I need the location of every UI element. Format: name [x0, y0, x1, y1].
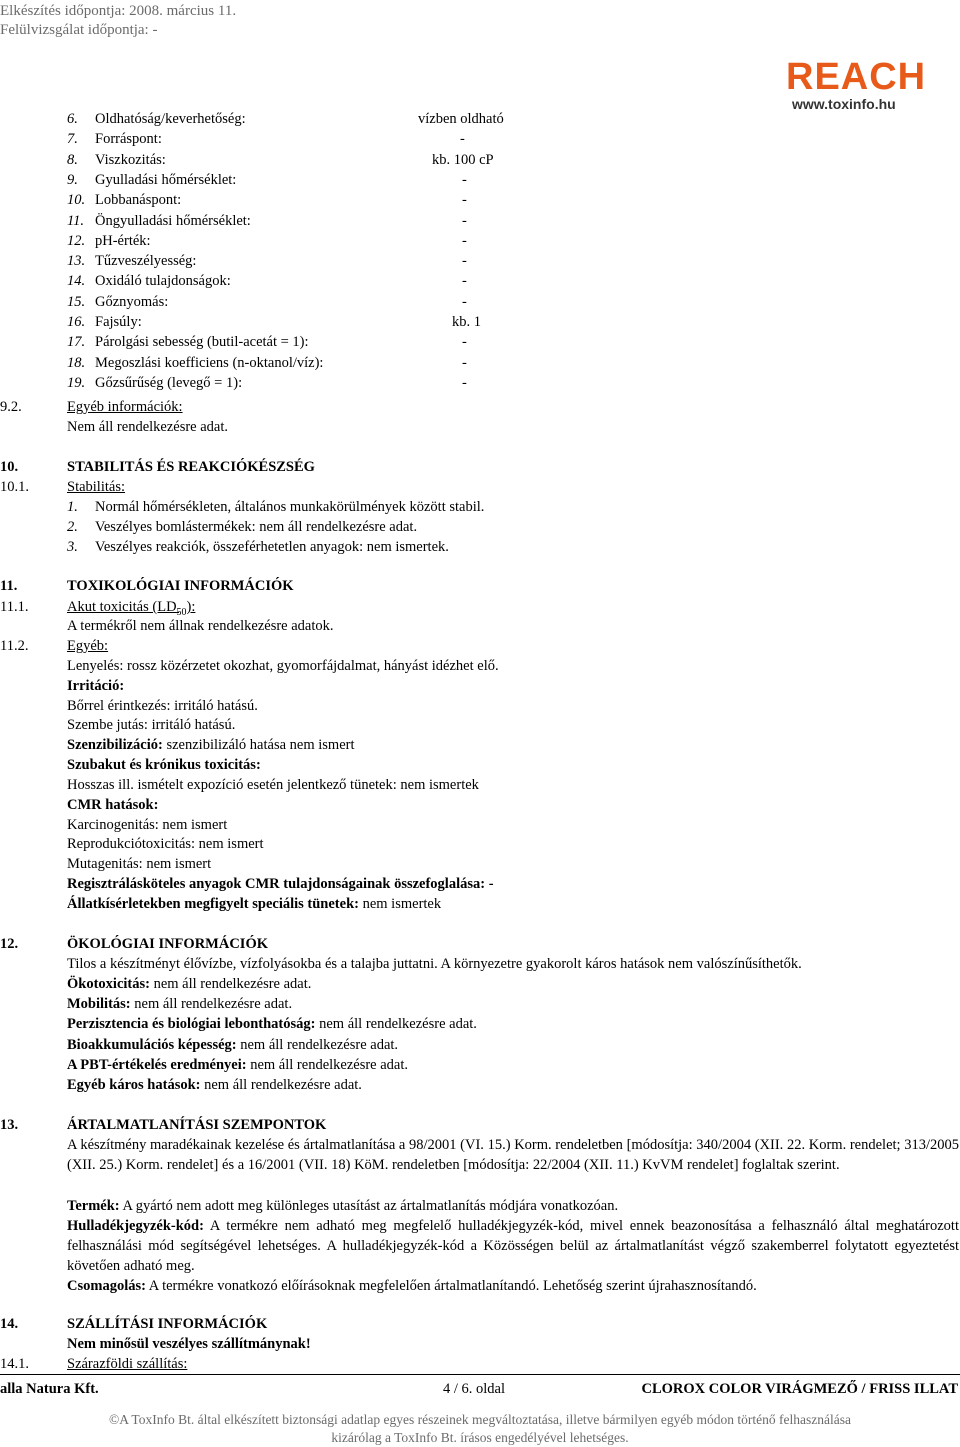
property-number: 8.	[67, 151, 78, 168]
footer-divider	[0, 1374, 960, 1375]
section-title: STABILITÁS ÉS REAKCIÓKÉSZSÉG	[67, 459, 315, 475]
footer-copyright: ©A ToxInfo Bt. által elkészített biztonsági adatlap egyes részeinek megváltoztatása, illetve bármilyen egyéb módon történő felhasználása	[109, 1412, 851, 1427]
property-value: -	[462, 232, 467, 249]
property-value: -	[460, 131, 465, 148]
subsection-title: Szárazföldi szállítás:	[67, 1356, 188, 1372]
property-number: 9.	[67, 171, 78, 188]
paragraph: Szenzibilizáció: szenzibilizáló hatása nem ismert	[67, 737, 355, 753]
ecology-row: Bioakkumulációs képesség: nem áll rendelkezésre adat.	[67, 1036, 399, 1053]
section-number: 11.	[0, 578, 18, 594]
section-title: TOXIKOLÓGIAI INFORMÁCIÓK	[67, 578, 294, 594]
section-number: 10.	[0, 459, 19, 475]
paragraph: Reprodukciótoxicitás: nem ismert	[67, 836, 264, 852]
paragraph: Állatkísérletekben megfigyelt speciális tünetek: nem ismertek	[67, 896, 442, 912]
section-title: SZÁLLÍTÁSI INFORMÁCIÓK	[67, 1316, 268, 1332]
section-title: ÖKOLÓGIAI INFORMÁCIÓK	[67, 936, 268, 952]
ecology-row: Ökotoxicitás: nem áll rendelkezésre adat.	[67, 976, 312, 992]
footer-page-number: 4 / 6. oldal	[443, 1381, 506, 1397]
property-value: vízben oldható	[418, 111, 504, 127]
paragraph: A termékről nem állnak rendelkezésre adatok.	[67, 618, 334, 634]
paragraph: Tilos a készítményt élővízbe, vízfolyásokba és a talajba juttatni. A környezetre gyakorolt káros hatások nem valószínűsíthetők.	[67, 956, 802, 972]
property-label: Öngyulladási hőmérséklet:	[95, 212, 251, 229]
paragraph: Szembe jutás: irritáló hatású.	[67, 717, 236, 733]
paragraph: Nem áll rendelkezésre adat.	[67, 419, 229, 435]
section-title: ÁRTALMATLANÍTÁSI SZEMPONTOK	[67, 1117, 327, 1133]
property-value: kb. 100 cP	[432, 151, 494, 168]
paragraph: A készítmény maradékainak kezelése és ártalmatlanítása a 98/2001 (VI. 15.) Korm. rendeletben [módosítja: 340/2004 (XII. 22. Korm. rendelet; 313/2005 (XII. 25.) Korm. rendelet] és a 16/2001 (VII. 18) KöM. rendeletben [módosítja: 22/2004 (XII. 11.) KvVM rendelet] foglaltak szerint.	[67, 1137, 959, 1174]
property-number: 17.	[67, 334, 86, 351]
property-label: Viszkozitás:	[95, 151, 166, 168]
footer-product: CLOROX COLOR VIRÁGMEZŐ / FRISS ILLAT	[641, 1381, 958, 1397]
logo-word: REACH	[786, 56, 927, 98]
property-value: kb. 1	[452, 314, 481, 330]
ecology-row: A PBT-értékelés eredményei: nem áll rendelkezésre adat.	[67, 1056, 409, 1073]
property-number: 19.	[67, 374, 86, 391]
property-label: Oxidáló tulajdonságok:	[95, 273, 231, 290]
footer-copyright: kizárólag a ToxInfo Bt. írásos engedélyével lehetséges.	[331, 1430, 629, 1445]
label: Regisztrálásköteles anyagok CMR tulajdonságainak összefoglalása: -	[67, 876, 494, 892]
paragraph: Csomagolás: A termékre vonatkozó előírásoknak megfelelően ártalmatlanítandó. Lehetőség szerint újrahasznosítandó.	[67, 1278, 757, 1294]
property-value: -	[462, 253, 467, 270]
subsection-number: 14.1.	[0, 1356, 29, 1372]
label: Irritáció:	[67, 678, 125, 694]
logo-url: www.toxinfo.hu	[792, 96, 896, 112]
subsection-title: Akut toxicitás $(LD_{50})$:	[67, 599, 196, 618]
property-label: Oldhatóság/keverhetőség:	[95, 111, 246, 127]
property-value: -	[462, 293, 467, 310]
paragraph: Karcinogenitás: nem ismert	[67, 817, 228, 833]
property-number: 6.	[67, 111, 78, 127]
paragraph: Mutagenitás: nem ismert	[67, 856, 212, 872]
property-label: Gőzsűrűség (levegő = 1):	[95, 374, 243, 391]
paragraph: Termék: A gyártó nem adott meg különleges utasítást az ártalmatlanítás módjára vonatkozóan.	[67, 1198, 619, 1214]
property-number: 15.	[67, 293, 86, 310]
section-number: 14.	[0, 1316, 19, 1332]
paragraph: Hosszas ill. ismételt expozíció esetén jelentkező tünetek: nem ismertek	[67, 777, 479, 793]
property-value: -	[462, 334, 467, 351]
property-label: pH-érték:	[95, 232, 151, 249]
property-value: -	[462, 192, 467, 209]
property-number: 13.	[67, 253, 86, 270]
property-number: 12.	[67, 232, 86, 249]
property-number: 11.	[67, 212, 85, 229]
property-value: -	[462, 171, 467, 188]
subsection-number: 10.1.	[0, 479, 29, 495]
property-label: Megoszlási koefficiens (n-oktanol/víz):	[95, 354, 324, 371]
reach-logo	[786, 58, 958, 112]
subsection-number: 11.2.	[0, 638, 29, 654]
property-number: 16.	[67, 314, 86, 330]
footer-company: alla Natura Kft.	[0, 1381, 99, 1397]
ecology-row: Perzisztencia és biológiai lebonthatóság: nem áll rendelkezésre adat.	[67, 1016, 477, 1033]
list-item: Normál hőmérsékleten, általános munkakörülmények között stabil.	[95, 499, 485, 515]
subsection-title: Stabilitás:	[67, 479, 125, 495]
property-value: -	[462, 212, 467, 229]
section-number: 13.	[0, 1117, 19, 1133]
property-label: Forráspont:	[95, 131, 162, 148]
paragraph: Hulladékjegyzék-kód: A termékre nem adható meg megfelelő hulladékjegyzék-kód, mivel ennek beazonosítása a felhasználó által meghatározott felhasználási mód segítségével lehetséges. A hulladékjegyzék-kód a Közösségen belül az ártalmatlanítást végző szakemberrel folytatott egyeztetést követően adható meg.	[67, 1218, 959, 1275]
paragraph: Bőrrel érintkezés: irritáló hatású.	[67, 698, 258, 714]
property-number: 7.	[67, 131, 78, 148]
property-label: Tűzveszélyesség:	[95, 253, 197, 270]
list-number: 1.	[67, 499, 78, 515]
property-label: Párolgási sebesség (butil-acetát = 1):	[95, 334, 309, 351]
property-label: Lobbanáspont:	[95, 192, 182, 209]
ecology-row: Mobilitás: nem áll rendelkezésre adat.	[67, 996, 293, 1013]
property-value: -	[462, 273, 467, 290]
property-number: 10.	[67, 192, 86, 209]
subsection-title: Egyéb:	[67, 638, 109, 654]
property-label: Gyulladási hőmérséklet:	[95, 171, 237, 188]
list-item: Veszélyes reakciók, összeférhetetlen anyagok: nem ismertek.	[95, 539, 449, 555]
section-number: 9.2.	[0, 399, 22, 415]
property-label: Fajsúly:	[95, 314, 142, 330]
paragraph: Lenyelés: rossz közérzetet okozhat, gyomorfájdalmat, hányást idézhet elő.	[67, 658, 499, 674]
label: Szubakut és krónikus toxicitás:	[67, 757, 261, 773]
subsection-number: 11.1.	[0, 599, 29, 615]
list-number: 3.	[67, 539, 78, 555]
property-label: Gőznyomás:	[95, 293, 169, 310]
section-title: Egyéb információk:	[67, 399, 183, 415]
property-value: -	[462, 374, 467, 391]
created-date: Elkészítés időpontja: 2008. március 11.	[0, 3, 237, 19]
ecology-row: Egyéb káros hatások: nem áll rendelkezésre adat.	[67, 1077, 362, 1093]
property-number: 18.	[67, 354, 86, 371]
list-item: Veszélyes bomlástermékek: nem áll rendelkezésre adat.	[95, 519, 418, 535]
label: CMR hatások:	[67, 797, 159, 813]
list-number: 2.	[67, 519, 78, 535]
property-value: -	[462, 354, 467, 371]
revision-date: Felülvizsgálat időpontja: -	[0, 22, 158, 38]
property-number: 14.	[67, 273, 86, 290]
section-number: 12.	[0, 936, 19, 952]
paragraph: Nem minősül veszélyes szállítmánynak!	[67, 1336, 311, 1352]
